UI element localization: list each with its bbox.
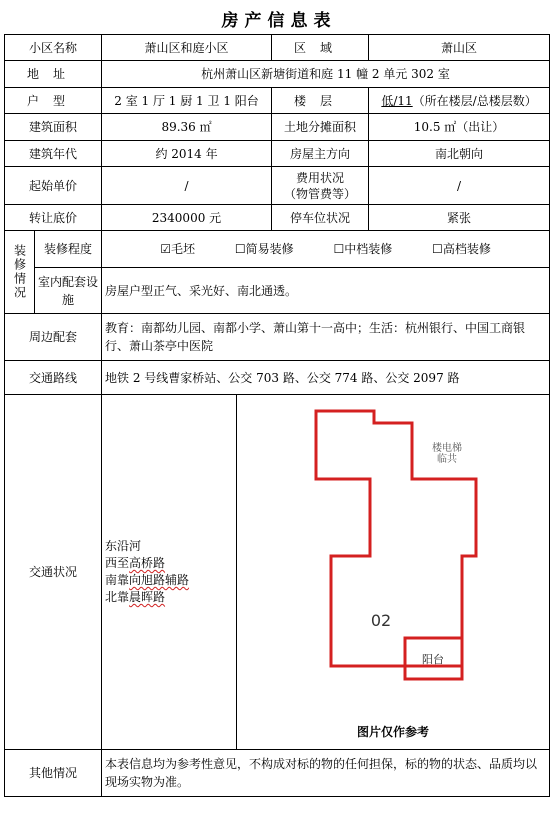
year-value: 约 2014 年 (102, 141, 272, 167)
layout-label-text: 户型 (27, 93, 80, 108)
community-value: 萧山区和庭小区 (102, 35, 272, 61)
floor-note: （所在楼层/总楼层数） (412, 93, 537, 108)
traffic-west: 西至高桥路 (105, 556, 166, 570)
facilities-label: 室内配套设施 (35, 268, 102, 314)
stair-label-line1: 楼电梯 (432, 443, 463, 454)
min-price-value: 2340000 元 (102, 205, 272, 231)
fees-label (272, 167, 369, 205)
checked-box-icon: ☑ (160, 242, 171, 256)
room-number: 02 (370, 611, 392, 630)
stair-label-line2: 临共 (437, 454, 458, 465)
min-price-label: 转让底价 (5, 205, 102, 231)
floorplan-drawing (237, 398, 550, 746)
land-value: 10.5 ㎡（出让） (369, 114, 550, 141)
fees-label-line1: 费用状况 (296, 170, 345, 185)
land-label: 土地分摊面积 (272, 114, 369, 141)
layout-label (5, 88, 102, 114)
floor-label (272, 88, 369, 114)
decoration-options (102, 231, 550, 268)
traffic-east: 东沿河 (105, 539, 142, 553)
parking-label: 停车位状况 (272, 205, 369, 231)
community-label: 小区名称 (5, 35, 102, 61)
property-info-table (4, 34, 550, 797)
floorplan-caption: 图片仅作参考 (357, 725, 430, 739)
floor-value (369, 88, 550, 114)
start-price-value: / (102, 167, 272, 205)
fees-label-line2: （物管费等） (284, 186, 357, 201)
decoration-option-rough: ☑毛坯 (160, 242, 195, 256)
traffic-value (102, 395, 237, 750)
layout-value: 2 室 1 厅 1 厨 1 卫 1 阳台 (102, 88, 272, 114)
page-title: 房产信息表 (221, 11, 337, 31)
region-value: 萧山区 (369, 35, 550, 61)
facilities-value: 房屋户型正气、采光好、南北通透。 (102, 268, 550, 314)
floorplan-cell (237, 395, 550, 750)
address-label-text: 地址 (27, 67, 80, 81)
fees-value: / (369, 167, 550, 205)
traffic-south: 南靠向旭路辅路 (105, 573, 190, 587)
checkbox-icon: ☐ (234, 242, 246, 256)
decoration-option-high: ☐高档装修 (432, 242, 491, 256)
other-value: 本表信息均为参考性意见，不构成对标的物的任何担保，标的物的状态、品质均以现场实物为准。 (102, 750, 550, 797)
surroundings-value: 教育：南都幼儿园、南都小学、萧山第十一高中；生活：杭州银行、中国工商银行、萧山茶亭中医院 (102, 314, 550, 361)
decoration-option-simple: ☐简易装修 (234, 242, 294, 256)
floor-link: 低/11 (381, 93, 413, 108)
surroundings-label: 周边配套 (5, 314, 102, 361)
floor-label-text: 楼层 (294, 93, 347, 108)
address-label (5, 61, 102, 88)
region-label-text: 区域 (294, 40, 347, 55)
region-label (272, 35, 369, 61)
decoration-option-mid: ☐中档装修 (333, 242, 393, 256)
parking-value: 紧张 (369, 205, 550, 231)
other-label: 其他情况 (5, 750, 102, 797)
address-value: 杭州萧山区新塘街道和庭 11 幢 2 单元 302 室 (102, 61, 550, 88)
orientation-label: 房屋主方向 (272, 141, 369, 167)
checkbox-icon: ☐ (432, 242, 443, 256)
decoration-group-label (5, 231, 35, 314)
traffic-north: 北靠晨晖路 (105, 590, 166, 604)
decoration-group-text: 装修情况 (12, 244, 27, 300)
transport-label: 交通路线 (5, 361, 102, 395)
floorplan (237, 398, 549, 746)
area-value: 89.36 ㎡ (102, 114, 272, 141)
start-price-label: 起始单价 (5, 167, 102, 205)
decoration-level-label: 装修程度 (35, 231, 102, 268)
traffic-label: 交通状况 (5, 395, 102, 750)
year-label: 建筑年代 (5, 141, 102, 167)
area-label: 建筑面积 (5, 114, 102, 141)
checkbox-icon: ☐ (333, 242, 345, 256)
transport-value: 地铁 2 号线曹家桥站、公交 703 路、公交 774 路、公交 2097 路 (102, 361, 550, 395)
balcony-label: 阳台 (422, 653, 445, 666)
orientation-value: 南北朝向 (369, 141, 550, 167)
